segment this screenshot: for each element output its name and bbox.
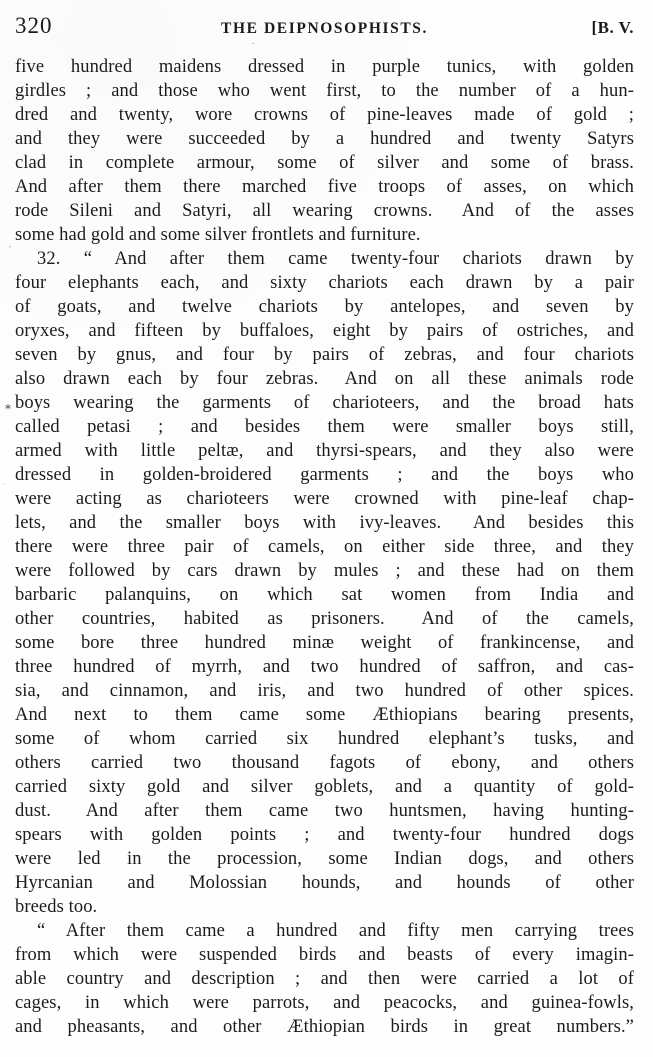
scan-artifact-mark: ´: [7, 246, 12, 257]
text-line: were acting as charioteers were crowned with pine-leaf chap-: [15, 489, 634, 509]
text-line: lets, and the smaller boys with ivy-leaves. And besides this: [15, 513, 634, 533]
text-line: also drawn each by four zebras. And on all these animals rode: [15, 369, 634, 389]
text-line: breeds too.: [15, 897, 98, 917]
text-line: Hyrcanian and Molossian hounds, and hounds of other: [15, 873, 634, 893]
text-line: of goats, and twelve chariots by antelopes, and seven by: [15, 297, 634, 317]
page-number: 320: [15, 13, 53, 38]
text-line: spears with golden points ; and twenty-four hundred dogs: [15, 825, 634, 845]
book-reference: [B. V.: [591, 18, 634, 37]
page-header: [15, 13, 634, 42]
text-line: armed with little peltæ, and thyrsi-spears, and they also were: [15, 441, 634, 461]
text-line: “ After them came a hundred and fifty men carrying trees: [37, 921, 634, 941]
paragraph-1: [15, 55, 634, 247]
text-line: there were three pair of camels, on either side three, and they: [15, 537, 634, 557]
text-line: cages, in which were parrots, and peacocks, and guinea-fowls,: [15, 993, 634, 1013]
text-line: girdles ; and those who went first, to the number of a hun-: [15, 81, 634, 101]
text-line: And after them there marched five troops of asses, on which: [15, 177, 634, 197]
text-line: dred and twenty, wore crowns of pine-leaves made of gold ;: [15, 105, 634, 125]
text-line: some of whom carried six hundred elephant’s tusks, and: [15, 729, 634, 749]
scan-artifact-mark: *: [5, 402, 11, 416]
text-line: three hundred of myrrh, and two hundred of saffron, and cas-: [15, 657, 634, 677]
text-line: some had gold and some silver frontlets and furniture.: [15, 225, 421, 245]
text-line: from which were suspended birds and beasts of every imagin-: [15, 945, 634, 965]
text-line: boys wearing the garments of charioteers, and the broad hats: [15, 393, 634, 413]
paragraph-3: [15, 919, 634, 1039]
text-line: other countries, habited as prisoners. And of the camels,: [15, 609, 634, 629]
text-line: And next to them came some Æthiopians bearing presents,: [15, 705, 634, 725]
text-line: oryxes, and fifteen by buffaloes, eight by pairs of ostriches, and: [15, 321, 634, 341]
text-line: sia, and cinnamon, and iris, and two hundred of other spices.: [15, 681, 634, 701]
text-line: dust. And after them came two huntsmen, having hunting-: [15, 801, 634, 821]
text-line: and they were succeeded by a hundred and twenty Satyrs: [15, 129, 634, 149]
text-line: barbaric palanquins, on which sat women from India and: [15, 585, 634, 605]
text-line: clad in complete armour, some of silver and some of brass.: [15, 153, 634, 173]
paragraph-2: [15, 247, 634, 919]
text-line: 32. “ And after them came twenty-four chariots drawn by: [37, 249, 634, 269]
body-text: [15, 55, 634, 1039]
text-line: seven by gnus, and four by pairs of zebras, and four chariots: [15, 345, 634, 365]
text-line: were led in the procession, some Indian dogs, and others: [15, 849, 634, 869]
running-title: THE DEIPNOSOPHISTS.: [221, 20, 428, 37]
text-line: and pheasants, and other Æthiopian birds in great numbers.”: [15, 1017, 634, 1037]
text-line: five hundred maidens dressed in purple tunics, with golden: [15, 57, 634, 77]
text-line: able country and description ; and then were carried a lot of: [15, 969, 634, 989]
text-line: carried sixty gold and silver goblets, and a quantity of gold-: [15, 777, 634, 797]
text-line: four elephants each, and sixty chariots each drawn by a pair: [15, 273, 634, 293]
text-line: others carried two thousand fagots of ebony, and others: [15, 753, 634, 773]
scan-artifact-dot: .: [252, 36, 255, 46]
text-line: called petasi ; and besides them were smaller boys still,: [15, 417, 634, 437]
scan-artifact-mark: ˙: [2, 483, 6, 492]
text-line: some bore three hundred minæ weight of frankincense, and: [15, 633, 634, 653]
text-line: were followed by cars drawn by mules ; and these had on them: [15, 561, 634, 581]
text-line: rode Sileni and Satyri, all wearing crowns. And of the asses: [15, 201, 634, 221]
text-line: dressed in golden-broidered garments ; and the boys who: [15, 465, 634, 485]
